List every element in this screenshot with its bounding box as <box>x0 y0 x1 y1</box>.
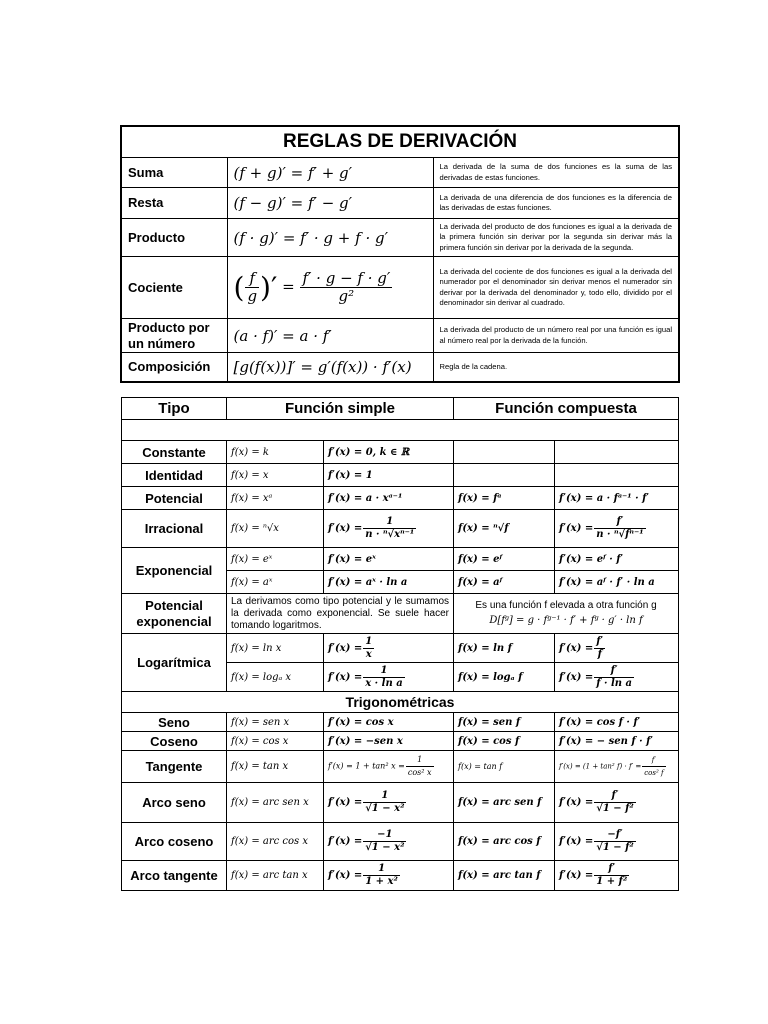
fraction-denominator: √1 − f² <box>596 803 634 814</box>
row-exponencial-1 <box>122 548 679 571</box>
simple-function: f(x) = logₐ x <box>227 663 324 692</box>
compound-derivative <box>555 861 679 891</box>
fraction <box>594 665 634 690</box>
rule-row-composicion <box>121 353 679 382</box>
fraction <box>363 829 406 854</box>
derivation-rules-table <box>120 125 680 383</box>
type-name: Arco coseno <box>122 823 227 861</box>
rule-formula: [g(f(x))]′ = g′(f(x)) · f′(x) <box>227 353 433 382</box>
simple-derivative <box>324 634 454 663</box>
simple-derivative: f′(x) = eˣ <box>324 548 454 571</box>
type-name: Identidad <box>122 464 227 487</box>
fraction-denominator: 1 + f² <box>596 876 628 887</box>
compound-derivative <box>555 663 679 692</box>
fraction-numerator: f′ <box>642 754 665 767</box>
fraction-denominator: f · ln a <box>596 677 633 689</box>
simple-description: La derivamos como tipo potencial y le sumamos la derivada como exponencial. Se suele hacer tomando logaritmos. <box>227 594 454 634</box>
fraction-numerator: f′ <box>596 635 604 647</box>
rule-formula: (f + g)′ = f′ + g′ <box>227 158 433 188</box>
type-name: Exponencial <box>122 548 227 594</box>
fraction-denominator: √1 − f² <box>596 842 634 853</box>
simple-derivative <box>324 861 454 891</box>
fraction <box>594 863 629 888</box>
compound-derivative <box>555 751 679 783</box>
simple-function: f(x) = ln x <box>227 634 324 663</box>
rule-name: Cociente <box>121 257 227 319</box>
simple-function: f(x) = sen x <box>227 713 324 732</box>
type-name: Tangente <box>122 751 227 783</box>
row-arco-tangente <box>122 861 679 891</box>
derivative-lhs: f′(x) = 1 + tan² x = <box>328 761 405 771</box>
fraction-numerator: 1 <box>363 863 400 876</box>
row-tangente <box>122 751 679 783</box>
fraction <box>406 754 434 779</box>
rule-formula: (f − g)′ = f′ − g′ <box>227 188 433 219</box>
simple-function: f(x) = aˣ <box>227 571 324 594</box>
derivative-lhs: f′(x) = <box>559 671 594 683</box>
fraction-numerator: 1 <box>365 635 373 647</box>
simple-derivative: f′(x) = a · xᵃ⁻¹ <box>324 487 454 510</box>
fraction <box>363 636 374 661</box>
rule-name: Suma <box>121 158 227 188</box>
derivative-lhs: f′(x) = <box>328 642 363 654</box>
derivative-lhs: f′(x) = <box>328 671 363 683</box>
fraction-numerator: −1 <box>363 829 406 842</box>
fraction-denominator: √1 − x² <box>365 803 405 814</box>
compound-function: f(x) = arc sen f <box>454 783 555 823</box>
compound-function: f(x) = sen f <box>454 713 555 732</box>
fraction <box>245 270 259 305</box>
compound-function: f(x) = tan f <box>454 751 555 783</box>
compound-function: f(x) = arc cos f <box>454 823 555 861</box>
compound-derivative: f′(x) = − sen f · f′ <box>555 732 679 751</box>
row-coseno <box>122 732 679 751</box>
compound-function: f(x) = eᶠ <box>454 548 555 571</box>
row-potencial-exponencial <box>122 594 679 634</box>
row-identidad <box>122 464 679 487</box>
fraction-numerator: f′ <box>594 863 629 876</box>
rule-formula: ( $\frac{f}{g}$ )′ = $\frac{f' \cdot g - f \cdot g'}{\text{g²}}$ <box>227 257 433 319</box>
rule-row-producto-numero <box>121 319 679 353</box>
simple-function: f(x) = tan x <box>227 751 324 783</box>
simple-derivative: f′(x) = aˣ · ln a <box>324 571 454 594</box>
simple-derivative: f′(x) = cos x <box>324 713 454 732</box>
row-arco-seno <box>122 783 679 823</box>
simple-derivative: f′(x) = 0, k ∈ ℝ <box>324 441 454 464</box>
fraction <box>594 516 645 541</box>
rules-title-row <box>121 126 679 158</box>
compound-formula: D[fᵍ] = g · fᵍ⁻¹ · f′ + fᵍ · g′ · ln f <box>489 615 643 626</box>
derivative-lhs: f′(x) = <box>328 836 363 847</box>
blank-cell <box>122 420 679 441</box>
rules-title: REGLAS DE DERIVACIÓN <box>121 126 679 158</box>
row-logaritmica-1 <box>122 634 679 663</box>
simple-function: f(x) = ⁿ√x <box>227 510 324 548</box>
type-name: Constante <box>122 441 227 464</box>
simple-derivative: f′(x) = −sen x <box>324 732 454 751</box>
rule-description: La derivada de la suma de dos funciones es la suma de las derivadas de estas funciones. <box>433 158 679 188</box>
compound-derivative <box>555 464 679 487</box>
trig-section-title: Trigonométricas <box>122 692 679 713</box>
fraction-denominator: x · ln a <box>365 677 403 689</box>
rule-description: La derivada del producto de dos funciones es igual a la derivada de la primera función sin derivar por la segunda sin derivar más la primera función sin derivar por la derivada de la segunda. <box>433 219 679 257</box>
simple-derivative <box>324 751 454 783</box>
blank-row <box>122 420 679 441</box>
derivative-functions-table <box>121 397 679 891</box>
fraction-numerator: f <box>245 270 259 288</box>
derivative-lhs: f′(x) = <box>559 642 594 654</box>
simple-derivative <box>324 823 454 861</box>
simple-derivative: f′(x) = 1 <box>324 464 454 487</box>
derivative-lhs: f′(x) = <box>328 523 363 534</box>
header-row <box>122 398 679 420</box>
derivative-lhs: f′(x) = <box>559 523 594 534</box>
type-name: Arco tangente <box>122 861 227 891</box>
rule-name: Resta <box>121 188 227 219</box>
fraction <box>594 790 636 815</box>
rule-name: Producto <box>121 219 227 257</box>
simple-function: f(x) = cos x <box>227 732 324 751</box>
type-name: Potencial exponencial <box>122 594 227 634</box>
header-funcion-compuesta: Función compuesta <box>454 398 679 420</box>
rule-description: La derivada del producto de un número real por una función es igual al número real por la derivada de la función. <box>433 319 679 353</box>
compound-function: f(x) = aᶠ <box>454 571 555 594</box>
derivative-lhs: f′(x) = (1 + tan² f) · f′ = <box>559 762 642 771</box>
header-tipo: Tipo <box>122 398 227 420</box>
fraction-numerator: 1 <box>406 754 434 767</box>
fraction <box>363 790 406 815</box>
fraction <box>363 863 400 888</box>
row-arco-coseno <box>122 823 679 861</box>
fraction-denominator: 1 + x² <box>365 876 398 887</box>
trig-section-row <box>122 692 679 713</box>
derivative-lhs: f′(x) = <box>559 870 594 881</box>
rule-description: La derivada del cociente de dos funciones es igual a la derivada del numerador por el denominador sin derivar menos el numerador sin derivar por la derivada del denominador y, todo ello, dividido por el denominador sin derivar al cuadrado. <box>433 257 679 319</box>
compound-description-text: Es una función f elevada a otra función g <box>475 600 657 611</box>
compound-derivative: f′(x) = a · fᵃ⁻¹ · f′ <box>555 487 679 510</box>
type-name: Potencial <box>122 487 227 510</box>
fraction-numerator: 1 <box>363 665 404 678</box>
simple-derivative <box>324 663 454 692</box>
row-seno <box>122 713 679 732</box>
rule-formula: (f · g)′ = f′ · g + f · g′ <box>227 219 433 257</box>
simple-function: f(x) = arc cos x <box>227 823 324 861</box>
fraction-denominator: g <box>247 287 258 305</box>
compound-derivative <box>555 823 679 861</box>
fraction-numerator: f′ · g − f · g′ <box>302 269 391 287</box>
fraction-numerator: −f′ <box>594 829 636 842</box>
compound-function <box>454 441 555 464</box>
rule-row-producto <box>121 219 679 257</box>
compound-function: f(x) = ln f <box>454 634 555 663</box>
rule-description: La derivada de una diferencia de dos funciones es la diferencia de las derivadas de estas funciones. <box>433 188 679 219</box>
compound-function <box>454 464 555 487</box>
type-name: Logarítmica <box>122 634 227 692</box>
fraction-numerator: f′ <box>594 665 634 678</box>
rule-name: Composición <box>121 353 227 382</box>
fraction <box>642 754 665 779</box>
derivative-lhs: f′(x) = <box>328 870 363 881</box>
simple-function: f(x) = xᵃ <box>227 487 324 510</box>
fraction <box>363 516 416 541</box>
compound-derivative: f′(x) = aᶠ · f′ · ln a <box>555 571 679 594</box>
simple-derivative <box>324 510 454 548</box>
compound-function: f(x) = cos f <box>454 732 555 751</box>
rule-row-resta <box>121 188 679 219</box>
fraction <box>594 636 605 661</box>
rule-name: Producto por un número <box>121 319 227 353</box>
type-name: Arco seno <box>122 783 227 823</box>
rule-formula: (a · f)′ = a · f′ <box>227 319 433 353</box>
fraction <box>300 270 392 305</box>
row-potencial <box>122 487 679 510</box>
compound-function: f(x) = arc tan f <box>454 861 555 891</box>
simple-function: f(x) = arc sen x <box>227 783 324 823</box>
simple-function: f(x) = x <box>227 464 324 487</box>
simple-function: f(x) = arc tan x <box>227 861 324 891</box>
compound-derivative <box>555 441 679 464</box>
fraction-numerator: f′ <box>594 790 636 803</box>
fraction <box>363 665 404 690</box>
simple-function: f(x) = eˣ <box>227 548 324 571</box>
rule-row-suma <box>121 158 679 188</box>
derivative-lhs: f′(x) = <box>328 797 363 808</box>
compound-function: f(x) = fᵃ <box>454 487 555 510</box>
fraction-denominator: n · ⁿ√fⁿ⁻¹ <box>596 529 644 540</box>
compound-function: f(x) = ⁿ√f <box>454 510 555 548</box>
simple-function: f(x) = k <box>227 441 324 464</box>
type-name: Irracional <box>122 510 227 548</box>
compound-derivative: f′(x) = cos f · f′ <box>555 713 679 732</box>
compound-description <box>454 594 679 634</box>
fraction-denominator: √1 − x² <box>365 842 405 853</box>
rule-description: Regla de la cadena. <box>433 353 679 382</box>
fraction <box>594 829 636 854</box>
fraction-numerator: 1 <box>363 790 406 803</box>
compound-derivative <box>555 510 679 548</box>
rule-row-cociente <box>121 257 679 319</box>
fraction-denominator: x <box>365 648 372 660</box>
simple-derivative <box>324 783 454 823</box>
row-constante <box>122 441 679 464</box>
derivative-lhs: f′(x) = <box>559 836 594 847</box>
compound-derivative: f′(x) = eᶠ · f′ <box>555 548 679 571</box>
fraction-denominator: cos² f <box>644 769 664 777</box>
fraction-numerator: f′ <box>594 516 645 529</box>
header-funcion-simple: Función simple <box>227 398 454 420</box>
type-name: Seno <box>122 713 227 732</box>
compound-derivative <box>555 634 679 663</box>
fraction-denominator: g² <box>338 287 355 305</box>
compound-function: f(x) = logₐ f <box>454 663 555 692</box>
row-irracional <box>122 510 679 548</box>
fraction-denominator: f <box>597 648 602 660</box>
derivative-lhs: f′(x) = <box>559 797 594 808</box>
fraction-numerator: 1 <box>363 516 416 529</box>
compound-derivative <box>555 783 679 823</box>
fraction-denominator: cos² x <box>407 768 432 777</box>
type-name: Coseno <box>122 732 227 751</box>
fraction-denominator: n · ⁿ√xⁿ⁻¹ <box>365 529 415 540</box>
